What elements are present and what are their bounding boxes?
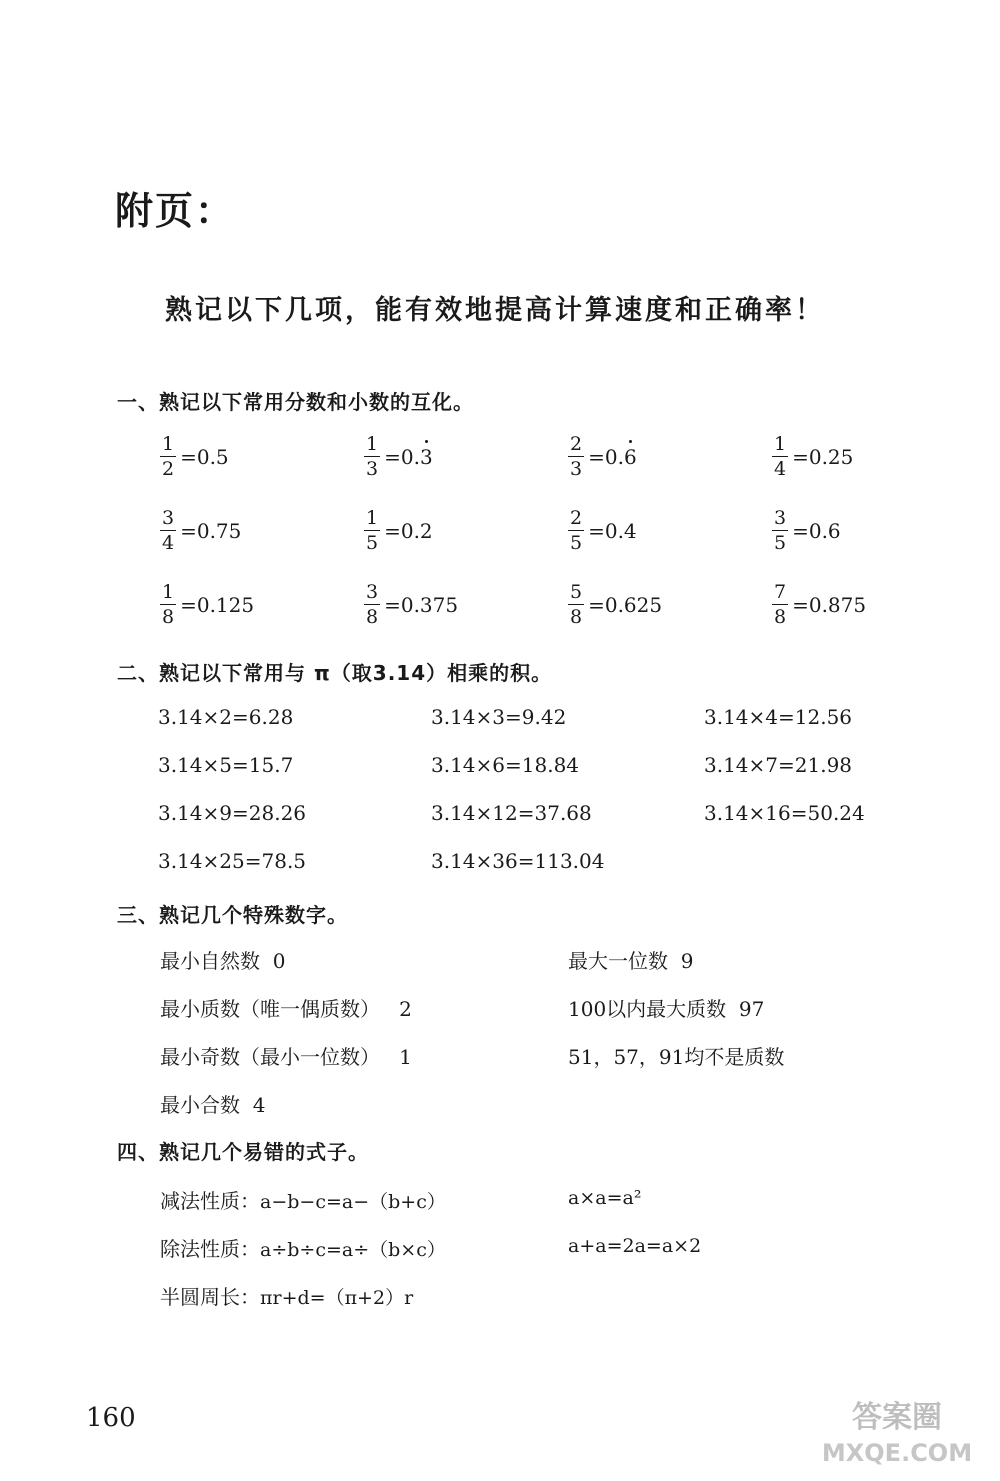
special-number-item: 51，57，91均不是质数 <box>568 1045 785 1069</box>
formula-subtraction: 减法性质：a−b−c=a−（b+c） <box>160 1189 446 1213</box>
fraction-item: $\frac{3}{8}$ =0.375 <box>366 581 459 628</box>
repeating-digit: 6 <box>623 445 637 469</box>
special-number-item: 最小自然数 0 <box>160 949 286 973</box>
section-heading-formulas: 四、熟记几个易错的式子。 <box>117 1140 369 1164</box>
formula-square: a×a=a² <box>568 1187 642 1209</box>
fraction-item: $\frac{1}{4}$ =0.25 <box>774 433 854 480</box>
watermark-line1: 答案圈 <box>852 1400 942 1435</box>
pi-product: 3.14×25=78.5 <box>158 849 307 873</box>
pi-product: 3.14×2=6.28 <box>158 705 294 729</box>
special-number-item: 最小合数 4 <box>160 1093 266 1117</box>
pi-product: 3.14×36=113.04 <box>431 849 605 873</box>
formula-division: 除法性质：a÷b÷c=a÷（b×c） <box>160 1237 446 1261</box>
watermark-line2: MXQE.COM <box>821 1439 973 1467</box>
fraction-item: $\frac{2}{5}$ =0.4 <box>570 507 637 554</box>
pi-product: 3.14×6=18.84 <box>431 753 580 777</box>
fraction-item: $\frac{5}{8}$ =0.625 <box>570 581 663 628</box>
special-number-item: 最小奇数（最小一位数） 1 <box>160 1045 412 1069</box>
fraction-item: $\frac{7}{8}$ =0.875 <box>774 581 867 628</box>
pi-product: 3.14×12=37.68 <box>431 801 592 825</box>
pi-product: 3.14×7=21.98 <box>704 753 853 777</box>
pi-product: 3.14×3=9.42 <box>431 705 567 729</box>
fraction-item: $\frac{1}{5}$ =0.2 <box>366 507 433 554</box>
page-number: 160 <box>86 1403 136 1433</box>
pi-product: 3.14×16=50.24 <box>704 801 865 825</box>
special-number-item: 100以内最大质数 97 <box>568 997 765 1021</box>
page-title: 附页： <box>115 189 236 233</box>
pi-product: 3.14×5=15.7 <box>158 753 294 777</box>
fraction-item: $\frac{3}{5}$ =0.6 <box>774 507 841 554</box>
pi-product: 3.14×9=28.26 <box>158 801 307 825</box>
fraction-item: $\frac{3}{4}$ =0.75 <box>162 507 242 554</box>
pi-product: 3.14×4=12.56 <box>704 705 853 729</box>
fraction-item: $\frac{1}{8}$ =0.125 <box>162 581 255 628</box>
special-number-item: 最大一位数 9 <box>568 949 694 973</box>
formula-semicircle: 半圆周长：πr+d=（π+2）r <box>160 1285 414 1309</box>
fraction-item: $\frac{1}{3}$ =0. 3 <box>366 433 433 480</box>
formula-double: a+a=2a=a×2 <box>568 1235 702 1257</box>
fraction-item: $\frac{1}{2}$ =0.5 <box>162 433 229 480</box>
special-number-item: 最小质数（唯一偶质数） 2 <box>160 997 412 1021</box>
page-subtitle: 熟记以下几项，能有效地提高计算速度和正确率！ <box>165 295 825 326</box>
section-heading-pi-products: 二、熟记以下常用与 π（取3.14）相乘的积。 <box>117 661 553 685</box>
section-heading-fractions: 一、熟记以下常用分数和小数的互化。 <box>117 390 474 414</box>
watermark-logo <box>812 1389 982 1469</box>
repeating-digit: 3 <box>419 445 433 469</box>
section-heading-special-numbers: 三、熟记几个特殊数字。 <box>117 903 348 927</box>
fraction-item: $\frac{2}{3}$ =0. 6 <box>570 433 637 480</box>
